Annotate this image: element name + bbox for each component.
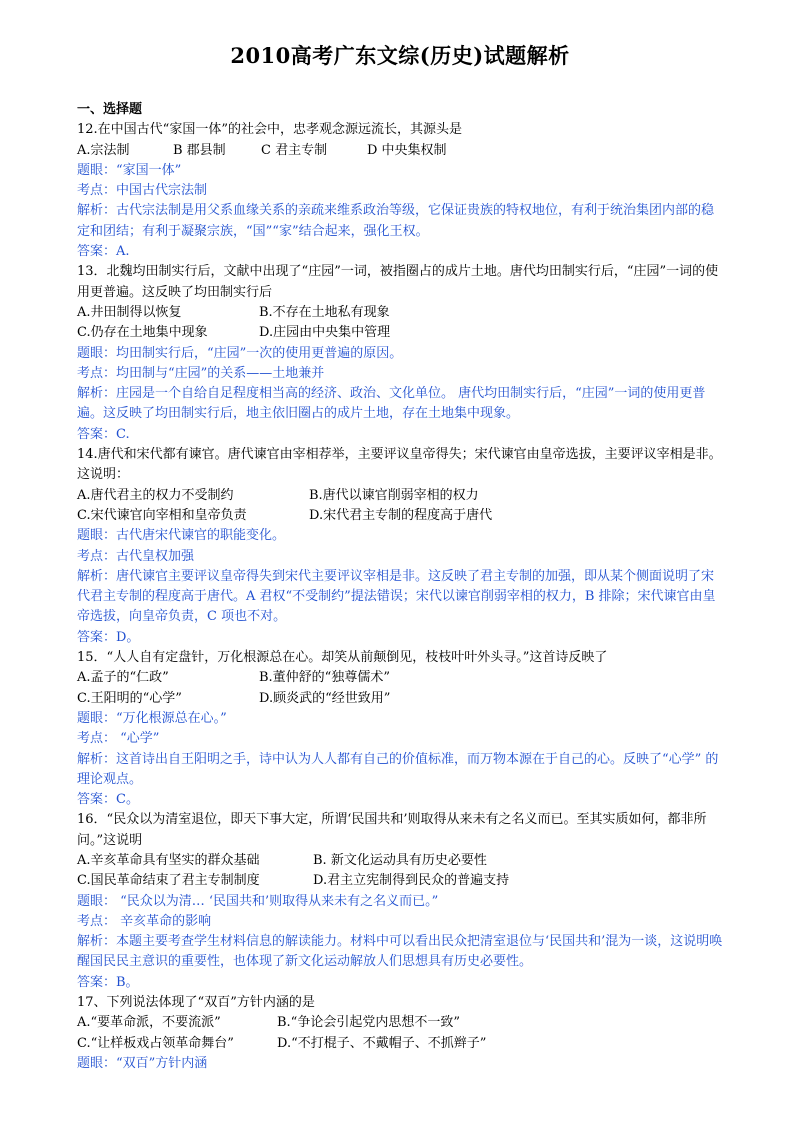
- option-c: C.王阳明的“心学”: [77, 690, 182, 706]
- question-14: [77, 445, 725, 648]
- question-topic: 考点：均田制与“庄园”的关系——土地兼并: [77, 365, 325, 381]
- question-options: [77, 506, 725, 526]
- option-a: A.唐代君主的权力不受制约: [77, 487, 234, 503]
- question-stem: 14.唐代和宋代都有谏官。唐代谏官由宰相荐举，主要评议皇帝得失；宋代谏官由皇帝选拔，主要评议宰相是非。这说明：: [77, 447, 722, 483]
- question-focus: 题眼：“家国一体”: [77, 162, 182, 178]
- question-answer: 答案：A.: [77, 244, 130, 260]
- question-options: [77, 689, 725, 709]
- question-topic: 考点： “心学”: [77, 731, 160, 747]
- option-a: A.宗法制: [77, 142, 130, 158]
- option-a: A.辛亥革命具有坚实的群众基础: [77, 852, 260, 868]
- question-options: [77, 323, 725, 343]
- question-options: [77, 303, 725, 323]
- option-d: D.庄园由中央集中管理: [259, 325, 391, 341]
- question-options: [77, 851, 725, 871]
- question-topic: 考点： 辛亥革命的影响: [77, 913, 212, 929]
- question-options: [77, 486, 725, 506]
- question-stem: 17、下列说法体现了“双百”方针内涵的是: [77, 995, 315, 1011]
- option-b: B.不存在土地私有现象: [259, 304, 390, 320]
- option-a: A.“要革命派，不要流派”: [77, 1015, 221, 1031]
- question-focus: 题眼： “民众以为清… ‘民国共和’则取得从来未有之名义而已。”: [77, 893, 439, 909]
- question-focus: 题眼：均田制实行后，“庄园”一次的使用更普遍的原因。: [77, 345, 403, 361]
- question-12: [77, 120, 725, 262]
- question-topic: 考点：中国古代宗法制: [77, 183, 208, 199]
- option-c: C 君主专制: [261, 142, 328, 158]
- option-d: D.君主立宪制得到民众的普遍支持: [313, 873, 510, 889]
- option-c: C.“让样板戏占领革命舞台”: [77, 1035, 234, 1051]
- question-answer: 答案：C.: [77, 426, 130, 442]
- question-stem: 16．“民众以为清室退位，即天下事大定，所谓‘民国共和’则取得从来未有之名义而已。至其实质如何，都非所问。”这说明: [77, 812, 707, 848]
- question-16: [77, 810, 725, 993]
- option-b: B.唐代以谏官削弱宰相的权力: [309, 487, 479, 503]
- question-options: [77, 1034, 725, 1054]
- option-b: B.董仲舒的“独尊儒术”: [259, 670, 390, 686]
- question-focus: 题眼：“万化根源总在心。”: [77, 710, 227, 726]
- option-b: B.“争论会引起党内思想不一致”: [277, 1015, 460, 1031]
- question-focus: 题眼：“双百”方针内涵: [77, 1055, 208, 1071]
- option-d: D.宋代君主专制的程度高于唐代: [309, 507, 493, 523]
- question-analysis: 解析：唐代谏官主要评议皇帝得失到宋代主要评议宰相是非。这反映了君主专制的加强，即从某个侧面说明了宋代君主专制的程度高于唐代。A 君权“不受制约”提法错误；宋代以谏官削弱宰相的权力，B 排除；宋代谏官由皇帝选拔，向皇帝负责，C 项也不对。: [77, 568, 716, 625]
- option-d: D.“不打棍子、不戴帽子、不抓辫子”: [277, 1035, 487, 1051]
- option-a: A.孟子的“仁政”: [77, 670, 169, 686]
- question-17: [77, 993, 725, 1074]
- question-answer: 答案：D。: [77, 629, 140, 645]
- option-b: B. 新文化运动具有历史必要性: [313, 852, 487, 868]
- question-options: [77, 141, 725, 161]
- question-focus: 题眼：古代唐宋代谏官的职能变化。: [77, 528, 286, 544]
- option-c: C.仍存在土地集中现象: [77, 325, 208, 341]
- option-a: A.井田制得以恢复: [77, 304, 182, 320]
- document-title: 2010高考广东文综(历史)试题解析: [230, 43, 570, 68]
- question-analysis: 解析：古代宗法制是用父系血缘关系的亲疏来维系政治等级，它保证贵族的特权地位，有利于统治集团内部的稳定和团结；有利于凝聚宗族，“国”“家”结合起来，强化王权。: [77, 203, 715, 239]
- question-13: [77, 262, 725, 445]
- section-heading: 一、选择题: [77, 102, 143, 117]
- option-b: B 郡县制: [173, 142, 226, 158]
- question-topic: 考点：古代皇权加强: [77, 548, 195, 564]
- question-answer: 答案：B。: [77, 974, 139, 990]
- question-analysis: 解析：本题主要考查学生材料信息的解读能力。材料中可以看出民众把清室退位与‘民国共和’混为一谈，这说明唤醒国民民主意识的重要性，也体现了新文化运动解放人们思想具有历史必要性。: [77, 934, 723, 970]
- option-c: C.国民革命结束了君主专制制度: [77, 873, 260, 889]
- question-stem: 15．“人人自有定盘针，万化根源总在心。却笑从前颠倒见，枝枝叶叶外头寻。”这首诗反映了: [77, 650, 608, 666]
- option-c: C.宋代谏官向宰相和皇帝负责: [77, 507, 247, 523]
- question-analysis: 解析：这首诗出自王阳明之手，诗中认为人人都有自己的价值标准，而万物本源在于自己的心。反映了“心学” 的理论观点。: [77, 751, 719, 787]
- option-d: D 中央集权制: [367, 142, 447, 158]
- question-options: [77, 668, 725, 688]
- question-analysis: 解析：庄园是一个自给自足程度相当高的经济、政治、文化单位。 唐代均田制实行后，“庄园”一词的使用更普遍。这反映了均田制实行后，地主依旧圈占的成片土地，存在土地集中现象。: [77, 386, 706, 422]
- option-d: D.顾炎武的“经世致用”: [259, 690, 391, 706]
- question-answer: 答案：C。: [77, 792, 139, 808]
- document-content: [77, 100, 725, 1074]
- question-15: [77, 648, 725, 810]
- question-options: [77, 871, 725, 891]
- question-stem: 13．北魏均田制实行后，文献中出现了“庄园”一词，被指圈占的成片土地。唐代均田制实行后，“庄园”一词的使用更普遍。这反映了均田制实行后: [77, 264, 719, 300]
- question-options: [77, 1013, 725, 1033]
- question-stem: 12.在中国古代“家国一体”的社会中，忠孝观念源远流长，其源头是: [77, 122, 462, 138]
